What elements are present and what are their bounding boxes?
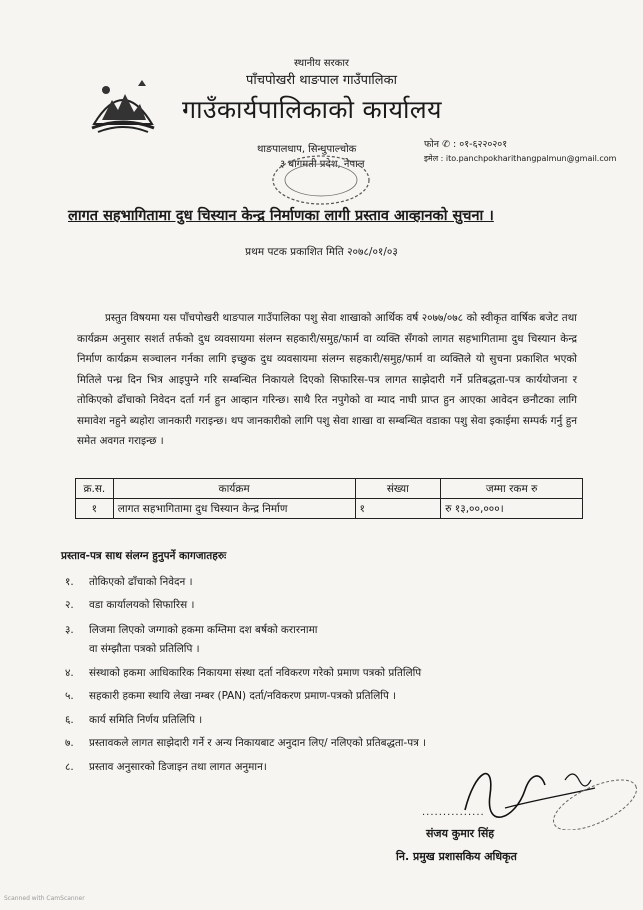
municipality-name: पाँचपोखरी थाङपाल गाउँपालिका <box>246 73 397 88</box>
table-row <box>76 499 583 519</box>
email-address: इमेल : ito.panchpokharithangpalmun@gmail.com <box>424 154 617 163</box>
office-stamp-icon <box>266 150 376 210</box>
item-text-continued: वा संम्झौता पत्रको प्रतिलिपि । <box>89 643 200 655</box>
item-text: वडा कार्यालयको सिफारिस । <box>89 599 195 612</box>
item-text: प्रस्ताव अनुसारको डिजाइन तथा लागत अनुमान। <box>89 760 267 773</box>
header-quantity: संख्या <box>355 479 441 499</box>
item-number: २. <box>65 599 74 612</box>
phone-number: फोन ✆ : ०१-६२२०२०१ <box>424 139 508 150</box>
item-text-block <box>89 621 317 659</box>
item-number: ४. <box>65 666 74 679</box>
list-item <box>65 661 595 685</box>
item-text: सहकारी हकमा स्थायि लेखा नम्बर (PAN) दर्ता/नविकरण प्रमाण-पत्रको प्रतिलिपि । <box>89 690 397 703</box>
requirements-list <box>65 570 595 779</box>
scanner-watermark: Scanned with CamScanner <box>4 895 85 902</box>
item-number: १. <box>65 575 74 588</box>
header-amount: जम्मा रकम रु <box>441 479 583 499</box>
item-number: ५. <box>65 690 74 703</box>
notice-title: लागत सहभागितामा दुध चिस्यान केन्द्र निर्माणका लागी प्रस्ताव आव्हानको सुचना । <box>68 208 494 224</box>
cell-program: लागत सहभागितामा दुध चिस्यान केन्द्र निर्माण <box>113 499 355 519</box>
address-line-2: ३ बागमती प्रदेश, नेपाल <box>280 159 365 170</box>
list-item <box>65 594 595 618</box>
list-item <box>65 570 595 594</box>
list-item <box>65 617 595 661</box>
notice-body: प्रस्तुत विषयमा यस पाँचपोखरी थाङपाल गाउँपालिका पशु सेवा शाखाको आर्थिक वर्ष २०७७/०७८ को स्वीकृत वार्षिक बजेट तथा कार्यक्रम अनुसार सशर्त तर्फको दुध व्यवसायमा संलग्न सहकारी/समुह/फार्म वा व्यक्ति सँगको लागत सहभागितामा दुध चिस्यान केन्द्र निर्माण कार्यक्रम सञ्चालन गर्नका लागि इच्छुक दुध व्यवसायमा संलग्न सहकारी/समुह/फार्म वा व्यक्तिले यो सुचना प्रकाशित भएको मितिले पन्ध्र दिन भित्र आइपुग्ने गरि सम्बन्धित निकायले दिएको सिफारिस-पत्र लागत साझेदारी गर्ने प्रतिबद्धता-पत्र कार्ययोजना र तोकिएको ढाँचाको निवेदन दर्ता गर्न हुन आव्हान गरिन्छ। साथै रित नपुगेको वा म्याद नाघी प्राप्त हुन आएका आवेदन छनौटका लागि समावेश नहुने ब्यहोरा जानकारी गराइन्छ। थप जानकारीको लागि पशु सेवा शाखा वा सम्बन्धित वडाका पशु सेवा इकाईमा सम्पर्क गर्नु हुन समेत अवगत गराइन्छ । <box>77 312 577 448</box>
list-item <box>65 708 595 732</box>
handwritten-signature-icon <box>445 750 643 830</box>
item-number: ८. <box>65 760 74 773</box>
header-sn: क्र.स. <box>76 479 114 499</box>
item-text: लिजमा लिएको जग्गाको हकमा कम्तिमा दश बर्षको करारनामा <box>89 624 318 636</box>
item-text: प्रस्तावकले लागत साझेदारी गर्ने र अन्य निकायबाट अनुदान लिए/ नलिएको प्रतिबद्धता-पत्र । <box>89 737 427 750</box>
item-number: ६. <box>65 713 74 726</box>
signature-line: ............... <box>422 807 485 818</box>
requirements-heading: प्रस्ताव-पत्र साथ संलग्न हुनुपर्ने कागजातहरुः <box>61 550 227 562</box>
item-text: संस्थाको हकमा आधिकारिक निकायमा संस्था दर्ता नविकरण गरेको प्रमाण पत्रको प्रतिलिपि <box>89 666 422 679</box>
item-text: तोकिएको ढाँचाको निवेदन । <box>89 575 193 588</box>
program-table <box>75 478 583 519</box>
list-item <box>65 685 595 709</box>
signatory-name: संजय कुमार सिंह <box>426 827 495 840</box>
item-number: ३. <box>65 624 74 636</box>
table-header-row <box>76 479 583 499</box>
header-program: कार्यक्रम <box>113 479 355 499</box>
item-text: कार्य समिति निर्णय प्रतिलिपि । <box>89 713 203 726</box>
signatory-title: नि. प्रमुख प्रशासकिय अधिकृत <box>396 850 517 863</box>
gov-label: स्थानीय सरकार <box>294 58 349 69</box>
cell-sn: १ <box>76 499 114 519</box>
address-line-1: थाङपालधाप, सिन्धुपाल्चोक <box>257 144 357 155</box>
office-name: गाउँकार्यपालिकाको कार्यालय <box>182 95 442 124</box>
item-number: ७. <box>65 737 74 750</box>
publication-date: प्रथम पटक प्रकाशित मिति २०७८/०१/०३ <box>245 246 398 258</box>
cell-quantity: १ <box>355 499 441 519</box>
cell-amount: रु १३,००,०००। <box>441 499 583 519</box>
